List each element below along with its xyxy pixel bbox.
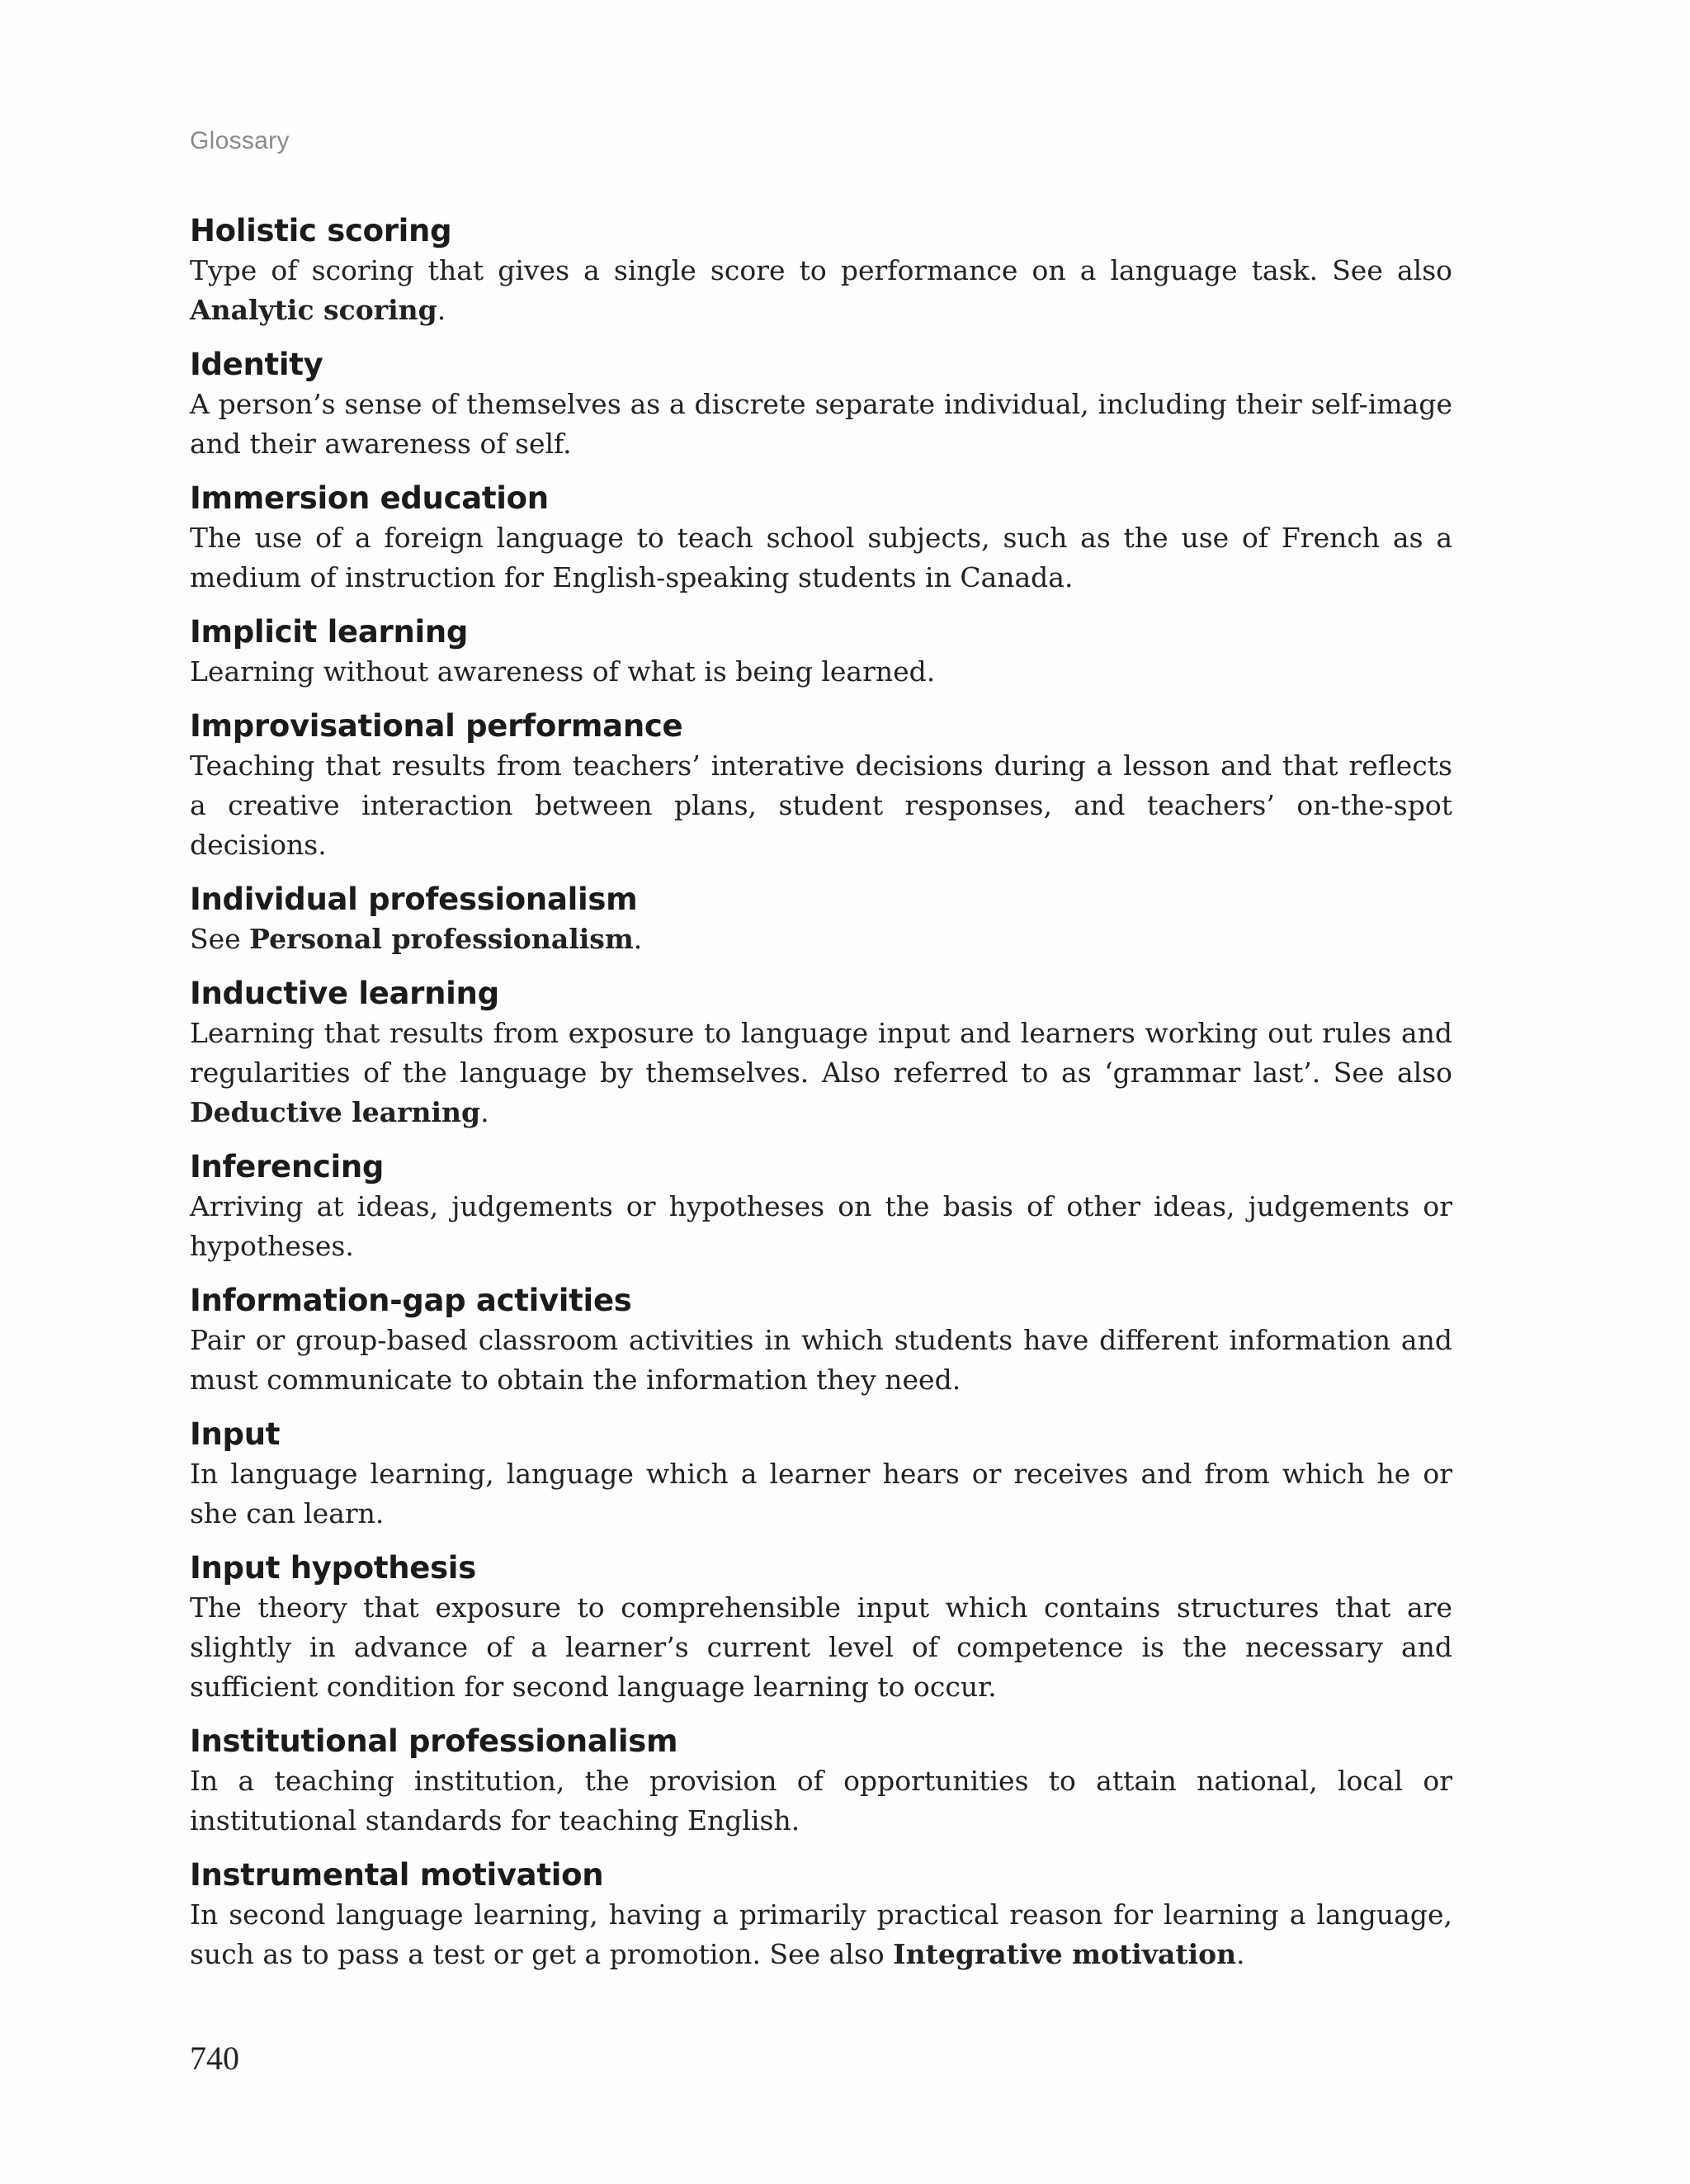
glossary-entry (190, 1722, 1452, 1841)
entry-definition (190, 1588, 1452, 1707)
glossary-entry (190, 1147, 1452, 1266)
entry-term: Information-gap activities (190, 1283, 632, 1318)
entry-definition (190, 385, 1452, 464)
glossary-entry (190, 479, 1452, 598)
glossary-entry (190, 612, 1452, 692)
glossary-entry (190, 707, 1452, 865)
definition-text: In second language learning, having a primarily practical reason for learning a language, such as to pass a test or get a promotion. See also (190, 1898, 1452, 1970)
entry-definition (190, 1454, 1452, 1534)
definition-end: . (437, 294, 446, 326)
entry-definition (190, 1895, 1452, 1974)
entry-definition (190, 1761, 1452, 1841)
definition-text: Learning without awareness of what is being learned. (190, 655, 936, 688)
glossary-entry (190, 1548, 1452, 1707)
entry-term: Immersion education (190, 480, 549, 516)
definition-text: The theory that exposure to comprehensible input which contains structures that are slightly in advance of a learner’s current level of competence is the necessary and sufficient condition for second language learning to occur. (190, 1591, 1452, 1703)
glossary-entry (190, 211, 1452, 330)
glossary-entries (190, 211, 1452, 1989)
definition-text: In a teaching institution, the provision of opportunities to attain national, local or institutional standards for teaching English. (190, 1765, 1452, 1837)
definition-text: Arriving at ideas, judgements or hypotheses on the basis of other ideas, judgements or hypotheses. (190, 1190, 1452, 1262)
entry-definition (190, 1014, 1452, 1132)
definition-text: The use of a foreign language to teach school subjects, such as the use of French as a medium of instruction for English-speaking students in Canada. (190, 522, 1452, 593)
running-head: Glossary (190, 127, 290, 154)
entry-term: Implicit learning (190, 614, 469, 650)
entry-term: Identity (190, 347, 323, 382)
cross-reference: Personal professionalism (249, 923, 634, 955)
definition-text: A person’s sense of themselves as a discrete separate individual, including their self-image and their awareness of self. (190, 388, 1452, 460)
entry-term: Improvisational performance (190, 708, 683, 744)
entry-term: Holistic scoring (190, 213, 452, 248)
entry-definition (190, 652, 1452, 692)
definition-text: Teaching that results from teachers’ interative decisions during a lesson and that reflects a creative interaction between plans, student responses, and teachers’ on-the-spot decisions. (190, 749, 1452, 861)
entry-definition (190, 1321, 1452, 1400)
definition-end: . (480, 1096, 489, 1128)
glossary-page (190, 0, 1452, 2184)
page-number: 740 (190, 2040, 239, 2077)
cross-reference: Integrative motivation (893, 1938, 1237, 1970)
entry-definition (190, 746, 1452, 865)
definition-end: . (633, 923, 643, 955)
entry-definition (190, 518, 1452, 598)
entry-term: Institutional professionalism (190, 1723, 678, 1759)
glossary-entry (190, 880, 1452, 959)
entry-definition (190, 919, 1452, 959)
entry-term: Input hypothesis (190, 1550, 476, 1586)
entry-term: Individual professionalism (190, 882, 638, 917)
definition-text: See (190, 923, 250, 955)
definition-text: In language learning, language which a learner hears or receives and from which he or she can learn. (190, 1458, 1452, 1529)
cross-reference: Analytic scoring (190, 294, 437, 326)
entry-term: Inductive learning (190, 976, 499, 1011)
entry-term: Input (190, 1416, 281, 1452)
definition-text: Pair or group-based classroom activities in which students have different information and must communicate to obtain the information they need. (190, 1324, 1452, 1396)
glossary-entry (190, 345, 1452, 464)
cross-reference: Deductive learning (190, 1096, 481, 1128)
glossary-entry (190, 974, 1452, 1132)
entry-term: Instrumental motivation (190, 1857, 604, 1893)
glossary-entry (190, 1855, 1452, 1974)
glossary-entry (190, 1281, 1452, 1400)
entry-definition (190, 251, 1452, 330)
definition-text: Learning that results from exposure to language input and learners working out rules and regularities of the language by themselves. Also referred to as ‘grammar last’. See also (190, 1017, 1452, 1089)
definition-text: Type of scoring that gives a single score to performance on a language task. See also (190, 254, 1452, 286)
definition-end: . (1236, 1938, 1245, 1970)
glossary-entry (190, 1415, 1452, 1534)
entry-term: Inferencing (190, 1149, 385, 1184)
entry-definition (190, 1187, 1452, 1266)
